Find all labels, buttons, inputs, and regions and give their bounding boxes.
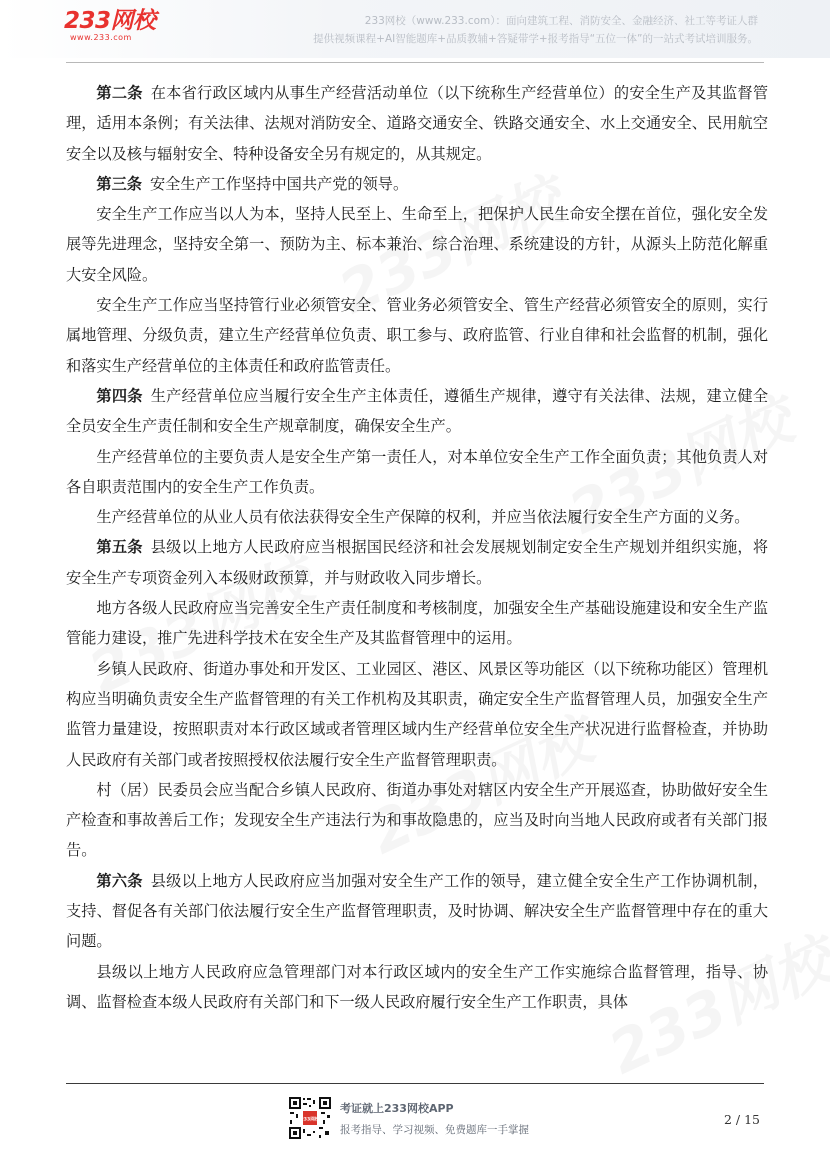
qr-label: 233网校 (300, 1117, 320, 1123)
footer-divider (66, 1083, 764, 1084)
paragraph (66, 78, 768, 169)
header-divider (66, 62, 764, 63)
paragraph-text: 乡镇人民政府、街道办事处和开发区、工业园区、港区、风景区等功能区（以下统称功能区）管理机构应当明确负责安全生产监督管理的有关工作机构及其职责，确定安全生产监督管理人员，加强安全生产监管力量建设，按照职责对本行政区域或者管理区域内生产经营单位安全生产状况进行监督检查，并协助人民政府有关部门或者按照授权依法履行安全生产监督管理职责。 (66, 659, 768, 769)
paragraph-text: 县级以上地方人民政府应当加强对安全生产工作的领导，建立健全安全生产工作协调机制，支持、督促各有关部门依法履行安全生产监督管理职责，及时协调、解决安全生产监督管理中存在的重大问题。 (66, 871, 769, 951)
paragraph (66, 169, 768, 199)
qr-code-icon[interactable] (288, 1096, 332, 1140)
document-body (66, 78, 768, 1017)
paragraph-text: 安全生产工作应当以人为本，坚持人民至上、生命至上，把保护人民生命安全摆在首位，强化安全发展等先进理念，坚持安全第一、预防为主、标本兼治、综合治理、系统建设的方针，从源头上防范化解重大安全风险。 (66, 205, 768, 284)
paragraph (66, 775, 768, 866)
paragraph-text: 安全生产工作应当坚持管行业必须管安全、管业务必须管安全、管生产经营必须管安全的原则，实行属地管理、分级负责，建立生产经营单位负责、职工参与、政府监管、行业自律和社会监督的机制，强化和落实生产经营单位的主体责任和政府监管责任。 (66, 296, 768, 375)
logo-url: www.233.com (70, 33, 132, 42)
paragraph (66, 442, 768, 503)
article-number: 第三条 (96, 174, 142, 193)
paragraph (66, 502, 768, 532)
brand-logo[interactable] (64, 8, 164, 48)
paragraph (66, 532, 768, 593)
paragraph-text: 在本省行政区域内从事生产经营活动单位（以下统称生产经营单位）的安全生产及其监督管理，适用本条例；有关法律、法规对消防安全、道路交通安全、铁路交通安全、水上交通安全、民用航空安全以及核与辐射安全、特种设备安全另有规定的，从其规定。 (66, 84, 769, 163)
paragraph-text: 村（居）民委员会应当配合乡镇人民政府、街道办事处对辖区内安全生产开展巡查，协助做好安全生产检查和事故善后工作；发现安全生产违法行为和事故隐患的，应当及时向当地人民政府或者有关部门报告。 (66, 780, 768, 860)
article-number: 第二条 (96, 84, 143, 102)
paragraph-text: 安全生产工作坚持中国共产党的领导。 (149, 174, 409, 193)
article-number: 第五条 (96, 538, 143, 557)
paragraph (66, 381, 768, 442)
paragraph (66, 654, 768, 775)
paragraph (66, 290, 768, 381)
paragraph (66, 866, 768, 957)
footer-app-title[interactable]: 考证就上233网校APP (340, 1102, 454, 1115)
article-number: 第四条 (96, 386, 143, 405)
paragraph-text: 县级以上地方人民政府应当根据国民经济和社会发展规划制定安全生产规划并组织实施，将安全生产专项资金列入本级财政预算，并与财政收入同步增长。 (66, 538, 769, 587)
paragraph-text: 生产经营单位的从业人员有依法获得安全生产保障的权利，并应当依法履行安全生产方面的义务。 (96, 508, 750, 527)
header-info (313, 12, 758, 48)
header-info-line2: 提供视频课程+AI智能题库+品质教辅+答疑带学+报考指导“五位一体”的一站式考试培训服务。 (313, 33, 758, 45)
paragraph-text: 生产经营单位的主要负责人是安全生产第一责任人，对本单位安全生产工作全面负责；其他负责人对各自职责范围内的安全生产工作负责。 (66, 447, 768, 496)
paragraph-text: 生产经营单位应当履行安全生产主体责任，遵循生产规律，遵守有关法律、法规，建立健全全员安全生产责任制和安全生产规章制度，确保安全生产。 (66, 386, 769, 436)
footer-app-subtitle: 报考指导、学习视频、免费题库一手掌握 (340, 1124, 529, 1136)
paragraph (66, 199, 768, 290)
header-info-line1: 233网校（www.233.com）：面向建筑工程、消防安全、金融经济、社工等考证人群 (364, 15, 758, 27)
paragraph-text: 地方各级人民政府应当完善安全生产责任制度和考核制度，加强安全生产基础设施建设和安全生产监管能力建设，推广先进科学技术在安全生产及其监督管理中的运用。 (66, 599, 768, 648)
logo-text: 233网校 (64, 8, 156, 34)
paragraph (66, 593, 768, 654)
paragraph (66, 957, 768, 1018)
article-number: 第六条 (96, 871, 143, 890)
page-number: 2 / 15 (723, 1112, 760, 1127)
paragraph-text: 县级以上地方人民政府应急管理部门对本行政区域内的安全生产工作实施综合监督管理，指导、协调、监督检查本级人民政府有关部门和下一级人民政府履行安全生产工作职责，具体 (66, 962, 768, 1011)
